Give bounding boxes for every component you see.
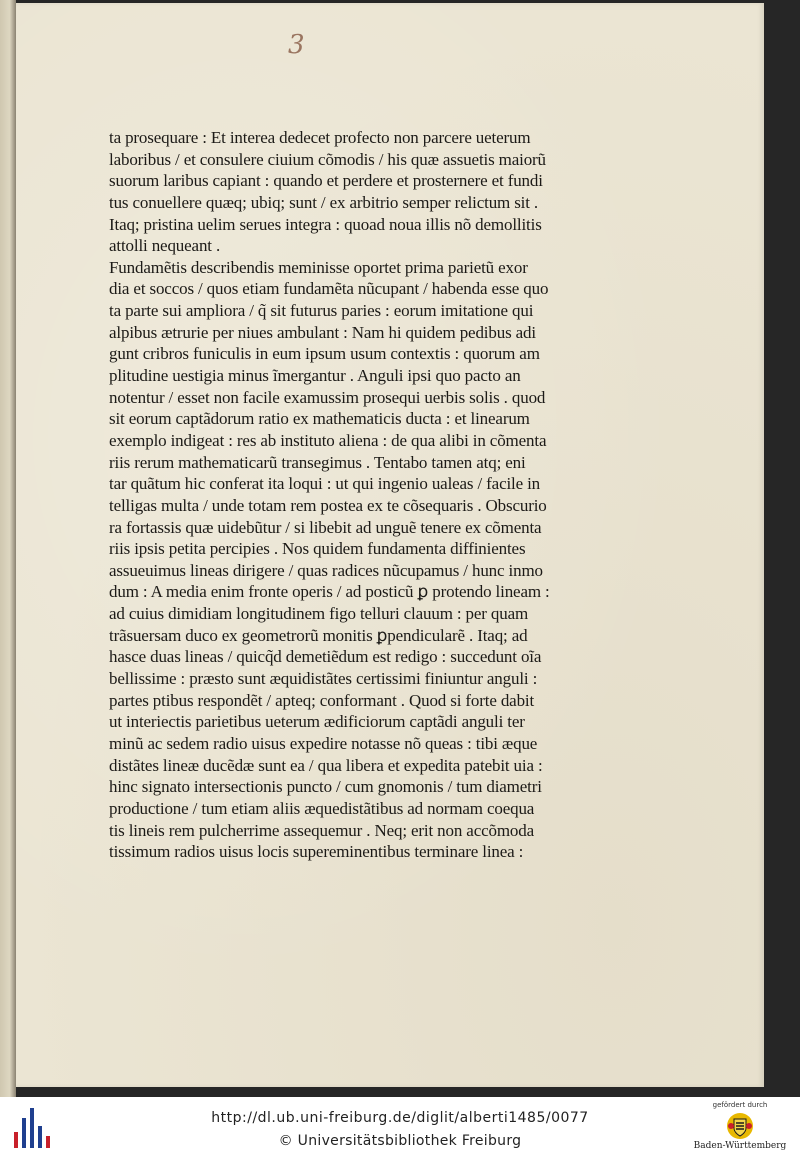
text-line: hinc signato intersectionis puncto / cum gnomonis / tum diametri [109,777,542,797]
text-line: tis lineis rem pulcherrime assequemur . Neq; erit non accõmoda [109,820,535,840]
text-line: ut interiectis parietibus ueterum ædificiorum captãdi anguli ter [109,712,525,732]
text-line: ad cuius dimidiam longitudinem figo telluri clauum : per quam [109,604,529,624]
text-line: riis rerum mathematicarũ transegimus . Tentabo tamen atq; eni [109,452,526,472]
text-line: trãsuersam duco ex geometrorũ monitis ꝑpendicularẽ . Itaq; ad [109,625,528,645]
text-line: gunt cribros funiculis in eum ipsum usum contextis : quorum am [109,344,540,364]
text-line: alpibus ætrurie per niues ambulant : Nam hi quidem pedibus adi [109,322,536,342]
text-line: productione / tum etiam aliis æquedistãtibus ad normam coequa [109,798,535,818]
text-line: ta parte sui ampliora / q̃ sit futurus paries : eorum imitatione qui [109,301,534,321]
sponsor-name: Baden-Württemberg [693,1141,787,1151]
text-line: tissimum radios uisus locis supereminentibus terminare linea : [109,842,524,862]
text-line: distãtes lineæ ducẽdæ sunt ea / qua libera et expedita patebit uia : [109,755,543,775]
copyright-notice: © Universitätsbibliothek Freiburg [278,1133,522,1149]
baden-wuerttemberg-crest-icon [725,1111,755,1141]
text-line: bellissime : præsto sunt æquidistãtes certissimi finiuntur anguli : [109,669,538,689]
text-line: ra fortassis quæ uidebũtur / si libebit ad unguẽ tenere ex cõmenta [109,517,542,537]
text-line: dia et soccos / quos etiam fundamẽta nũcupant / habenda esse quo [109,279,549,299]
footer-bar [0,1097,800,1156]
text-line: partes ptibus respondẽt / apteq; conformant . Quod si forte dabit [109,690,535,710]
text-line: telligas multa / unde totam rem postea ex te cõsequaris . Obscurio [109,495,547,515]
text-line: exemplo indigeat : res ab instituto aliena : de qua alibi in cõmenta [109,430,547,450]
text-line: hasce duas lineas / quicq̃d demetiẽdum est redigo : succedunt oĩa [109,647,542,667]
sponsor-caption: gefördert durch [712,1101,768,1109]
text-line: dum : A media enim fronte operis / ad posticũ ꝑ protendo lineam : [109,582,550,602]
text-line: Fundamẽtis describendis meminisse oportet prima parietũ exor [109,257,528,277]
text-line: minũ ac sedem radio uisus expedire notasse nõ queas : tibi æque [109,733,538,753]
folio-number: 3 [288,30,305,60]
text-line: notentur / esset non facile examussim prosequi uerbis solis . quod [109,387,546,407]
text-line: riis ipsis petita percipies . Nos quidem fundamenta diffinientes [109,539,526,559]
permalink-url[interactable]: http://dl.ub.uni-freiburg.de/diglit/alberti1485/0077 [211,1110,589,1126]
text-line: laboribus / et consulere ciuium cõmodis / his quæ assuetis maiorũ [109,149,546,169]
text-line: ta prosequare : Et interea dedecet profecto non parcere ueterum [109,128,531,147]
text-line: tar quãtum hic conferat ita loqui : ut qui ingenio ualeas / facile in [109,474,541,494]
text-line: tus conuellere quæq; ubiq; sunt / ex arbitrio semper relictum sit . [109,192,539,212]
book-page [16,3,764,1087]
text-line: attolli nequeant . [109,236,221,256]
sponsor-badge [692,1099,788,1155]
text-line: assueuimus lineas dirigere / quas radices nũcupamus / hunc inmo [109,560,543,580]
text-line: sit eorum captãdorum ratio ex mathematicis ducta : et linearum [109,409,530,429]
text-line: plitudine uestigia minus ĩmergantur . Anguli ipsi quo pacto an [109,366,521,386]
text-line: Itaq; pristina uelim serues integra : quoad noua illis nõ demollitis [109,214,542,234]
previous-page-edge [0,0,16,1097]
text-line: suorum laribus capiant : quando et perdere et prosternere et fundi [109,171,543,191]
page-text-block [109,127,579,863]
